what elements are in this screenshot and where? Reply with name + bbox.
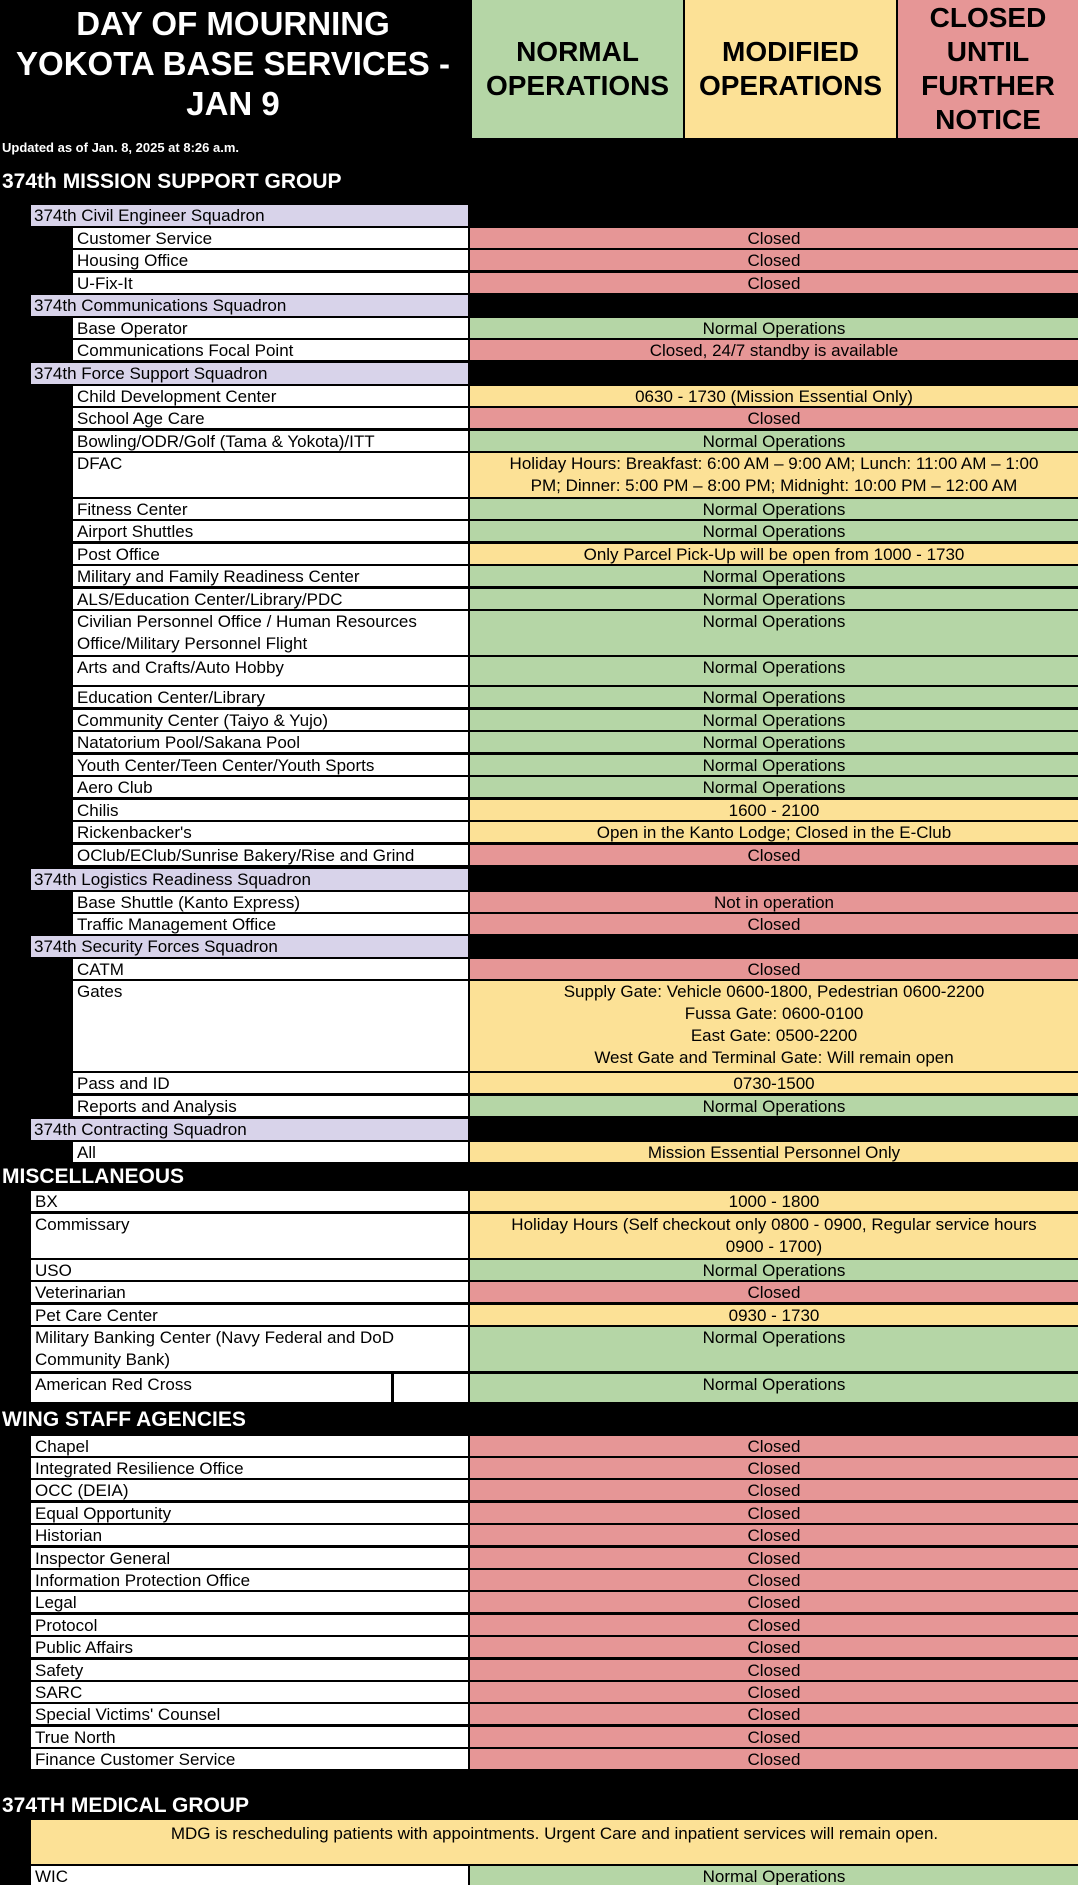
- row-label: Communications Focal Point: [73, 340, 468, 360]
- row-label: Chapel: [31, 1436, 468, 1456]
- row-status: Closed: [470, 1615, 1078, 1635]
- row-label: Child Development Center: [73, 386, 468, 406]
- row-status: Closed: [470, 1592, 1078, 1612]
- row-label: Rickenbacker's: [73, 822, 468, 842]
- row-status: Supply Gate: Vehicle 0600-1800, Pedestrian 0600-2200 Fussa Gate: 0600-0100 East Gate: 0500-2200 West Gate and Terminal Gate: Will remain open: [470, 981, 1078, 1071]
- row-label: Information Protection Office: [31, 1570, 468, 1590]
- squadron-communications: 374th Communications Squadron: [31, 295, 468, 316]
- row-label: Housing Office: [73, 250, 468, 270]
- section-miscellaneous: MISCELLANEOUS: [2, 1165, 185, 1188]
- row-status: Closed: [470, 1570, 1078, 1590]
- row-label: Pet Care Center: [31, 1305, 468, 1325]
- legend-normal-operations: NORMAL OPERATIONS: [470, 0, 683, 138]
- row-status: Normal Operations: [470, 1096, 1078, 1116]
- row-status: Only Parcel Pick-Up will be open from 1000 - 1730: [470, 544, 1078, 564]
- row-label: Finance Customer Service: [31, 1749, 468, 1769]
- row-label: Inspector General: [31, 1548, 468, 1568]
- row-label: Veterinarian: [31, 1282, 468, 1302]
- row-status: Closed: [470, 1458, 1078, 1478]
- row-status: Closed: [470, 228, 1078, 248]
- row-status: Holiday Hours (Self checkout only 0800 - 0900, Regular service hours 0900 - 1700): [470, 1214, 1078, 1258]
- section-medical-group: 374TH MEDICAL GROUP: [2, 1794, 249, 1817]
- row-label: Education Center/Library: [73, 687, 468, 707]
- row-label: Traffic Management Office: [73, 914, 468, 934]
- row-label: BX: [31, 1191, 468, 1211]
- row-label: WIC: [31, 1866, 468, 1885]
- row-status: Closed: [470, 1525, 1078, 1545]
- row-label: Protocol: [31, 1615, 468, 1635]
- row-label: Customer Service: [73, 228, 468, 248]
- row-label: Historian: [31, 1525, 468, 1545]
- row-status: 0730-1500: [470, 1073, 1078, 1093]
- row-label: Public Affairs: [31, 1637, 468, 1657]
- row-status: Closed: [470, 250, 1078, 270]
- squadron-force-support: 374th Force Support Squadron: [31, 363, 468, 384]
- row-label: Special Victims' Counsel: [31, 1704, 468, 1724]
- row-label: ALS/Education Center/Library/PDC: [73, 589, 468, 609]
- row-label: Bowling/ODR/Golf (Tama & Yokota)/ITT: [73, 431, 468, 451]
- row-status: Normal Operations: [470, 566, 1078, 586]
- row-status: Normal Operations: [470, 1866, 1078, 1885]
- squadron-logistics-readiness: 374th Logistics Readiness Squadron: [31, 869, 468, 890]
- row-label: Reports and Analysis: [73, 1096, 468, 1116]
- row-status: Closed: [470, 408, 1078, 428]
- row-status: 1600 - 2100: [470, 800, 1078, 820]
- section-wing-staff-agencies: WING STAFF AGENCIES: [2, 1408, 246, 1431]
- row-label: Community Center (Taiyo & Yujo): [73, 710, 468, 730]
- row-label: USO: [31, 1260, 468, 1280]
- legend-closed-until-further-notice: CLOSED UNTIL FURTHER NOTICE: [896, 0, 1078, 138]
- section-mission-support-group: 374th MISSION SUPPORT GROUP: [2, 170, 342, 193]
- row-label: Civilian Personnel Office / Human Resources Office/Military Personnel Flight: [73, 611, 468, 655]
- row-status: Normal Operations: [470, 611, 1078, 655]
- row-status: Closed: [470, 1480, 1078, 1500]
- row-label: Natatorium Pool/Sakana Pool: [73, 732, 468, 752]
- row-label: Fitness Center: [73, 499, 468, 519]
- row-status: Closed: [470, 1749, 1078, 1769]
- row-status: Normal Operations: [470, 1374, 1078, 1402]
- row-status: 1000 - 1800: [470, 1191, 1078, 1211]
- empty-cell: [394, 1374, 468, 1402]
- row-label: OCC (DEIA): [31, 1480, 468, 1500]
- squadron-civil-engineer: 374th Civil Engineer Squadron: [31, 205, 468, 226]
- row-status: Normal Operations: [470, 777, 1078, 797]
- row-status: Closed: [470, 273, 1078, 293]
- row-label: Military and Family Readiness Center: [73, 566, 468, 586]
- row-status: 0630 - 1730 (Mission Essential Only): [470, 386, 1078, 406]
- row-label: Integrated Resilience Office: [31, 1458, 468, 1478]
- row-status: 0930 - 1730: [470, 1305, 1078, 1325]
- row-label: Legal: [31, 1592, 468, 1612]
- row-status: Closed: [470, 1436, 1078, 1456]
- row-status: Closed: [470, 1637, 1078, 1657]
- row-status: Closed: [470, 1704, 1078, 1724]
- page-title: DAY OF MOURNING YOKOTA BASE SERVICES - JAN 9: [16, 5, 450, 122]
- squadron-contracting: 374th Contracting Squadron: [31, 1119, 468, 1140]
- row-label: Chilis: [73, 800, 468, 820]
- row-status: Normal Operations: [470, 1327, 1078, 1371]
- row-label: SARC: [31, 1682, 468, 1702]
- updated-timestamp: Updated as of Jan. 8, 2025 at 8:26 a.m.: [2, 140, 239, 155]
- mdg-notice: MDG is rescheduling patients with appointments. Urgent Care and inpatient services will remain open.: [31, 1820, 1078, 1864]
- row-status: Holiday Hours: Breakfast: 6:00 AM – 9:00 AM; Lunch: 11:00 AM – 1:00 PM; Dinner: 5:00 PM – 8:00 PM; Midnight: 10:00 PM – 12:00 AM: [470, 453, 1078, 497]
- row-label: Arts and Crafts/Auto Hobby: [73, 657, 468, 685]
- row-label: All: [73, 1142, 468, 1162]
- row-status: Closed: [470, 1503, 1078, 1523]
- squadron-security-forces: 374th Security Forces Squadron: [31, 936, 468, 957]
- row-status: Closed: [470, 959, 1078, 979]
- row-label: DFAC: [73, 453, 468, 497]
- row-label: Base Shuttle (Kanto Express): [73, 892, 468, 912]
- row-label: Base Operator: [73, 318, 468, 338]
- row-label: Equal Opportunity: [31, 1503, 468, 1523]
- legend-modified-operations: MODIFIED OPERATIONS: [683, 0, 896, 138]
- row-status: Closed: [470, 1282, 1078, 1302]
- row-status: Closed: [470, 1682, 1078, 1702]
- row-status: Normal Operations: [470, 589, 1078, 609]
- row-status: Closed: [470, 845, 1078, 865]
- row-status: Not in operation: [470, 892, 1078, 912]
- row-status: Closed: [470, 914, 1078, 934]
- row-status: Normal Operations: [470, 755, 1078, 775]
- row-status: Normal Operations: [470, 431, 1078, 451]
- row-status: Closed, 24/7 standby is available: [470, 340, 1078, 360]
- row-label: OClub/EClub/Sunrise Bakery/Rise and Grind: [73, 845, 468, 865]
- row-label: Youth Center/Teen Center/Youth Sports: [73, 755, 468, 775]
- row-label: Gates: [73, 981, 468, 1071]
- row-label: American Red Cross: [31, 1374, 391, 1402]
- row-label: Commissary: [31, 1214, 468, 1258]
- row-status: Normal Operations: [470, 1260, 1078, 1280]
- row-label: U-Fix-It: [73, 273, 468, 293]
- row-status: Closed: [470, 1660, 1078, 1680]
- row-status: Normal Operations: [470, 687, 1078, 707]
- row-label: Military Banking Center (Navy Federal and DoD Community Bank): [31, 1327, 468, 1371]
- row-label: Safety: [31, 1660, 468, 1680]
- row-status: Normal Operations: [470, 657, 1078, 685]
- row-label: CATM: [73, 959, 468, 979]
- row-status: Normal Operations: [470, 318, 1078, 338]
- row-label: Aero Club: [73, 777, 468, 797]
- row-status: Mission Essential Personnel Only: [470, 1142, 1078, 1162]
- row-status: Normal Operations: [470, 521, 1078, 541]
- row-status: Normal Operations: [470, 732, 1078, 752]
- row-status: Closed: [470, 1727, 1078, 1747]
- row-status: Open in the Kanto Lodge; Closed in the E-Club: [470, 822, 1078, 842]
- row-status: Normal Operations: [470, 499, 1078, 519]
- row-status: Normal Operations: [470, 710, 1078, 730]
- row-label: Post Office: [73, 544, 468, 564]
- row-label: School Age Care: [73, 408, 468, 428]
- row-label: Airport Shuttles: [73, 521, 468, 541]
- row-label: Pass and ID: [73, 1073, 468, 1093]
- row-label: True North: [31, 1727, 468, 1747]
- row-status: Closed: [470, 1548, 1078, 1568]
